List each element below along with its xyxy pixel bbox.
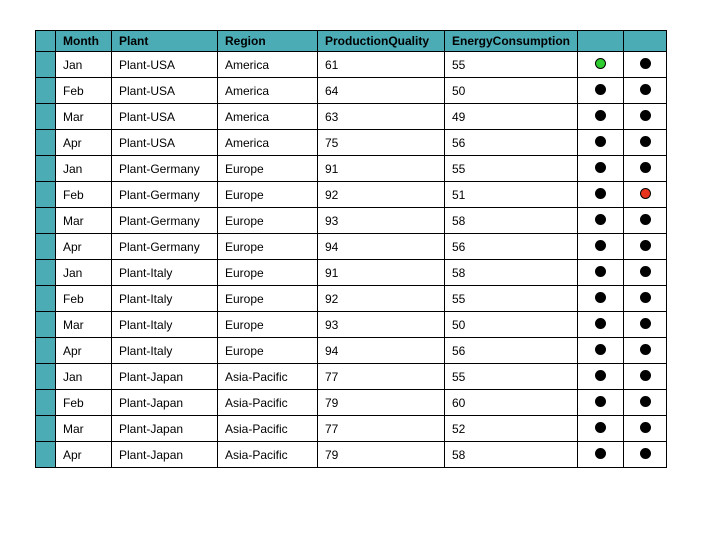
cell-indicator-1[interactable] [578,104,624,130]
cell-indicator-1[interactable] [578,286,624,312]
cell-month[interactable]: Mar [56,208,112,234]
cell-energy-consumption[interactable]: 50 [445,78,578,104]
cell-indicator-2[interactable] [624,312,667,338]
status-dot-icon [595,344,606,355]
row-selector[interactable] [36,416,56,442]
table-body [36,52,667,468]
table-row[interactable] [36,208,667,234]
cell-production-quality[interactable]: 91 [318,260,445,286]
cell-energy-consumption[interactable]: 58 [445,208,578,234]
cell-production-quality[interactable]: 93 [318,312,445,338]
status-dot-icon [640,370,651,381]
cell-indicator-1[interactable] [578,78,624,104]
cell-indicator-1[interactable] [578,416,624,442]
cell-energy-consumption[interactable]: 55 [445,52,578,78]
cell-month[interactable]: Apr [56,234,112,260]
cell-month[interactable]: Apr [56,130,112,156]
cell-month[interactable]: Jan [56,260,112,286]
cell-energy-consumption[interactable]: 51 [445,182,578,208]
cell-production-quality[interactable]: 79 [318,442,445,468]
cell-region[interactable]: Europe [218,338,318,364]
cell-month[interactable]: Mar [56,416,112,442]
cell-region[interactable]: Europe [218,286,318,312]
row-selector[interactable] [36,286,56,312]
table-row[interactable] [36,442,667,468]
cell-indicator-2[interactable] [624,104,667,130]
cell-indicator-1[interactable] [578,208,624,234]
cell-indicator-1[interactable] [578,182,624,208]
cell-indicator-1[interactable] [578,130,624,156]
row-selector[interactable] [36,442,56,468]
status-dot-icon [640,292,651,303]
status-dot-icon [595,188,606,199]
column-header-energy-consumption[interactable]: EnergyConsumption [445,31,578,52]
cell-indicator-2[interactable] [624,416,667,442]
table-row[interactable] [36,156,667,182]
row-selector[interactable] [36,338,56,364]
cell-month[interactable]: Feb [56,286,112,312]
cell-production-quality[interactable]: 77 [318,364,445,390]
table-row[interactable] [36,52,667,78]
cell-month[interactable]: Jan [56,156,112,182]
cell-region[interactable]: Asia-Pacific [218,442,318,468]
cell-indicator-2[interactable] [624,52,667,78]
status-dot-icon [640,188,651,199]
cell-indicator-2[interactable] [624,156,667,182]
table-row[interactable] [36,416,667,442]
status-dot-icon [595,448,606,459]
cell-plant[interactable]: Plant-Germany [112,156,218,182]
cell-indicator-1[interactable] [578,338,624,364]
row-selector[interactable] [36,156,56,182]
cell-indicator-2[interactable] [624,78,667,104]
cell-energy-consumption[interactable]: 55 [445,364,578,390]
status-dot-icon [595,162,606,173]
cell-plant[interactable]: Plant-Italy [112,286,218,312]
cell-production-quality[interactable]: 64 [318,78,445,104]
cell-plant[interactable]: Plant-USA [112,52,218,78]
cell-plant[interactable]: Plant-USA [112,78,218,104]
cell-indicator-2[interactable] [624,182,667,208]
cell-indicator-2[interactable] [624,442,667,468]
cell-month[interactable]: Jan [56,364,112,390]
cell-region[interactable]: Europe [218,156,318,182]
row-selector[interactable] [36,234,56,260]
cell-region[interactable]: Europe [218,234,318,260]
cell-production-quality[interactable]: 93 [318,208,445,234]
cell-indicator-2[interactable] [624,338,667,364]
status-dot-icon [640,162,651,173]
cell-plant[interactable]: Plant-Japan [112,390,218,416]
column-header-production-quality[interactable]: ProductionQuality [318,31,445,52]
cell-indicator-2[interactable] [624,260,667,286]
table-row[interactable] [36,312,667,338]
cell-energy-consumption[interactable]: 55 [445,156,578,182]
cell-indicator-1[interactable] [578,260,624,286]
cell-indicator-1[interactable] [578,390,624,416]
status-dot-icon [595,84,606,95]
cell-region[interactable]: America [218,104,318,130]
cell-energy-consumption[interactable]: 49 [445,104,578,130]
cell-plant[interactable]: Plant-Italy [112,338,218,364]
table-row[interactable] [36,364,667,390]
status-dot-icon [595,370,606,381]
status-dot-icon [640,214,651,225]
cell-region[interactable]: Asia-Pacific [218,416,318,442]
table-row[interactable] [36,130,667,156]
cell-plant[interactable]: Plant-Germany [112,208,218,234]
status-dot-icon [640,136,651,147]
row-selector[interactable] [36,78,56,104]
cell-energy-consumption[interactable]: 58 [445,260,578,286]
status-dot-icon [640,344,651,355]
cell-indicator-2[interactable] [624,130,667,156]
cell-energy-consumption[interactable]: 52 [445,416,578,442]
cell-region[interactable]: America [218,130,318,156]
status-dot-icon [595,318,606,329]
cell-month[interactable]: Feb [56,390,112,416]
status-dot-icon [640,448,651,459]
cell-indicator-1[interactable] [578,234,624,260]
status-dot-icon [595,214,606,225]
column-header-region[interactable]: Region [218,31,318,52]
cell-indicator-2[interactable] [624,286,667,312]
cell-indicator-2[interactable] [624,364,667,390]
table-row[interactable] [36,390,667,416]
row-header-corner[interactable] [36,31,56,52]
cell-region[interactable]: Asia-Pacific [218,390,318,416]
status-dot-icon [640,240,651,251]
cell-production-quality[interactable]: 94 [318,234,445,260]
table-row[interactable] [36,78,667,104]
cell-plant[interactable]: Plant-USA [112,104,218,130]
cell-plant[interactable]: Plant-USA [112,130,218,156]
column-header-indicator-2[interactable] [624,31,667,52]
cell-indicator-1[interactable] [578,364,624,390]
cell-energy-consumption[interactable]: 56 [445,234,578,260]
header-row [36,31,667,52]
status-dot-icon [595,292,606,303]
cell-energy-consumption[interactable]: 60 [445,390,578,416]
cell-indicator-2[interactable] [624,208,667,234]
cell-month[interactable]: Jan [56,52,112,78]
status-dot-icon [640,58,651,69]
cell-region[interactable]: Europe [218,312,318,338]
row-selector[interactable] [36,208,56,234]
table-row[interactable] [36,104,667,130]
cell-plant[interactable]: Plant-Germany [112,182,218,208]
cell-energy-consumption[interactable]: 56 [445,130,578,156]
cell-energy-consumption[interactable]: 50 [445,312,578,338]
cell-region[interactable]: Europe [218,208,318,234]
cell-month[interactable]: Feb [56,78,112,104]
column-header-indicator-1[interactable] [578,31,624,52]
cell-indicator-2[interactable] [624,390,667,416]
status-dot-icon [640,84,651,95]
column-header-plant[interactable]: Plant [112,31,218,52]
cell-month[interactable]: Mar [56,312,112,338]
cell-energy-consumption[interactable]: 58 [445,442,578,468]
row-selector[interactable] [36,390,56,416]
column-header-month[interactable]: Month [56,31,112,52]
cell-indicator-1[interactable] [578,442,624,468]
row-selector[interactable] [36,104,56,130]
cell-region[interactable]: Asia-Pacific [218,364,318,390]
status-dot-icon [595,136,606,147]
cell-production-quality[interactable]: 92 [318,182,445,208]
data-grid [35,30,667,468]
table-row[interactable] [36,338,667,364]
cell-plant[interactable]: Plant-Japan [112,442,218,468]
table-row[interactable] [36,234,667,260]
cell-month[interactable]: Mar [56,104,112,130]
cell-month[interactable]: Apr [56,338,112,364]
cell-energy-consumption[interactable]: 55 [445,286,578,312]
row-selector[interactable] [36,182,56,208]
cell-production-quality[interactable]: 77 [318,416,445,442]
cell-month[interactable]: Feb [56,182,112,208]
row-selector[interactable] [36,364,56,390]
cell-indicator-1[interactable] [578,52,624,78]
cell-indicator-1[interactable] [578,156,624,182]
status-dot-icon [640,110,651,121]
status-dot-icon [640,318,651,329]
cell-plant[interactable]: Plant-Italy [112,312,218,338]
status-dot-icon [595,422,606,433]
table-row[interactable] [36,182,667,208]
row-selector[interactable] [36,130,56,156]
cell-production-quality[interactable]: 91 [318,156,445,182]
cell-month[interactable]: Apr [56,442,112,468]
cell-production-quality[interactable]: 63 [318,104,445,130]
status-dot-icon [640,266,651,277]
row-selector[interactable] [36,312,56,338]
table-row[interactable] [36,286,667,312]
cell-region[interactable]: Europe [218,182,318,208]
status-dot-icon [595,396,606,407]
cell-production-quality[interactable]: 61 [318,52,445,78]
cell-plant[interactable]: Plant-Japan [112,364,218,390]
status-dot-icon [640,396,651,407]
table-row[interactable] [36,260,667,286]
cell-indicator-1[interactable] [578,312,624,338]
status-dot-icon [640,422,651,433]
cell-region[interactable]: America [218,52,318,78]
status-dot-icon [595,240,606,251]
row-selector[interactable] [36,52,56,78]
cell-production-quality[interactable]: 79 [318,390,445,416]
cell-region[interactable]: Europe [218,260,318,286]
cell-region[interactable]: America [218,78,318,104]
status-dot-icon [595,110,606,121]
status-dot-icon [595,266,606,277]
cell-energy-consumption[interactable]: 56 [445,338,578,364]
cell-plant[interactable]: Plant-Italy [112,260,218,286]
row-selector[interactable] [36,260,56,286]
status-dot-icon [595,58,606,69]
cell-production-quality[interactable]: 94 [318,338,445,364]
cell-plant[interactable]: Plant-Japan [112,416,218,442]
cell-production-quality[interactable]: 75 [318,130,445,156]
cell-indicator-2[interactable] [624,234,667,260]
cell-production-quality[interactable]: 92 [318,286,445,312]
cell-plant[interactable]: Plant-Germany [112,234,218,260]
